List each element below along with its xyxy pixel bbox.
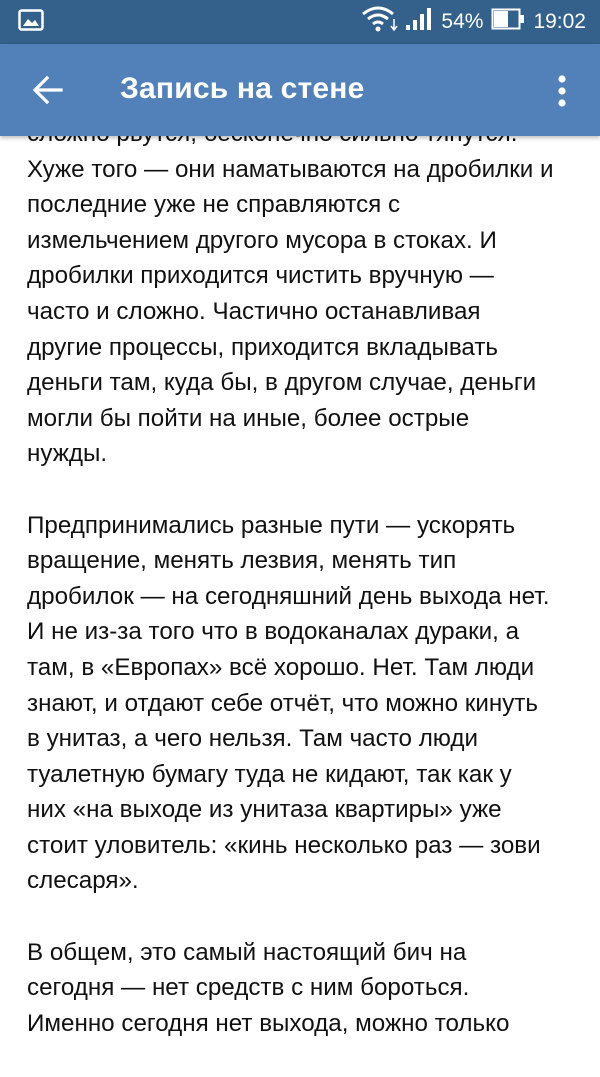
text-line: И не из-за того что в водоканалах дураки, а (27, 618, 520, 646)
status-bar (0, 0, 600, 44)
text-line: там, в «Европах» всё хорошо. Нет. Там люди (27, 653, 535, 681)
text-line: дробилки приходится чистить вручную — (27, 262, 494, 290)
text-line: стоит уловитель: «кинь несколько раз — зови (27, 831, 541, 859)
text-line: сегодня — нет средств с ним бороться. (27, 974, 470, 1002)
post-content[interactable] (0, 136, 600, 1065)
text-line: Предпринимались разные пути — ускорять (27, 511, 516, 539)
text-line: вращение, менять лезвия, менять тип (27, 547, 457, 575)
battery-percent: 54% (441, 10, 484, 33)
more-options-button[interactable] (546, 68, 578, 114)
status-time: 19:02 (533, 10, 586, 33)
text-line: могли бы пойти на иные, более острые (27, 404, 470, 432)
text-line: Именно сегодня нет выхода, можно только (27, 1009, 510, 1037)
text-line: в унитаз, а чего нельзя. Там часто люди (27, 725, 479, 753)
post-paragraph (27, 508, 587, 900)
post-paragraph (27, 935, 587, 1042)
text-line: дробилок — на сегодняшний день выхода нет. (27, 582, 550, 610)
text-line: другие процессы, приходится вкладывать (27, 333, 499, 361)
text-line: измельчением другого мусора в стоках. И (27, 226, 497, 254)
text-line: слесаря». (27, 867, 139, 895)
gallery-notification-icon (18, 9, 44, 36)
post-text (27, 116, 587, 1077)
text-line: деньги там, куда бы, в другом случае, деньги (27, 369, 537, 397)
text-line: часто и сложно. Частично останавливая (27, 297, 481, 325)
post-paragraph (27, 116, 587, 472)
text-line: знают, и отдают себе отчёт, что можно кинуть (27, 689, 538, 717)
text-line: нужды. (27, 440, 108, 468)
text-line: них «на выходе из унитаза квартиры» уже (27, 796, 502, 824)
back-button[interactable] (24, 64, 72, 116)
battery-icon (491, 8, 525, 36)
more-vertical-icon (557, 75, 567, 107)
text-line: Хуже того — они наматываются на дробилки и (27, 155, 554, 183)
arrow-left-icon (33, 76, 63, 104)
text-line: В общем, это самый настоящий бич на (27, 938, 467, 966)
page-title: Запись на стене (120, 72, 365, 105)
text-line: последние уже не справляются с (27, 191, 401, 219)
signal-icon (405, 7, 433, 37)
app-bar (0, 44, 600, 136)
text-line: туалетную бумагу туда не кидают, так как у (27, 760, 512, 788)
wifi-icon (361, 5, 397, 39)
